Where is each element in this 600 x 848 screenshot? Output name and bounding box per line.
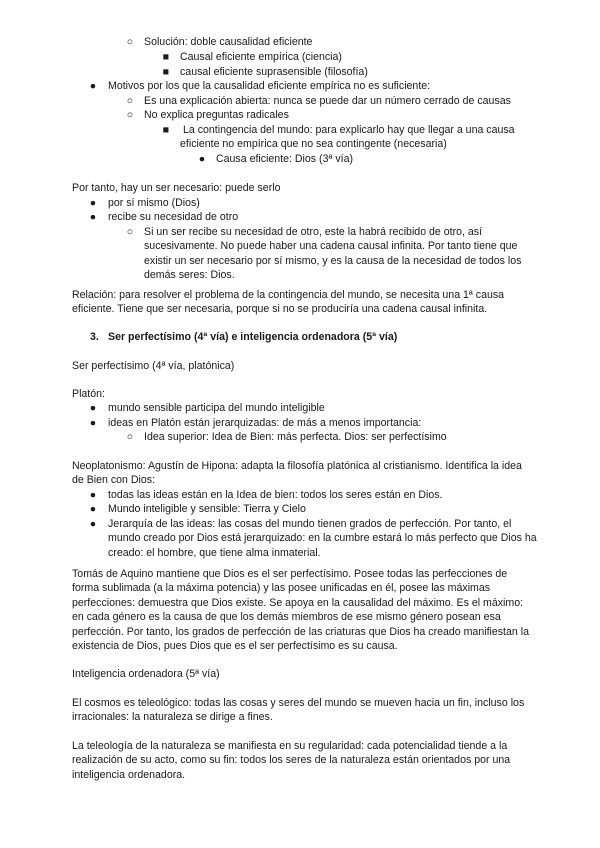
list-item-contingencia-line2: eficiente no empírica que no sea contingente (necesaria)	[180, 138, 447, 150]
paragraph-tomas-line4: en cada género es la causa de que los demás miembros de ese mismo género posean esa	[72, 611, 501, 623]
bullet-icon: ●	[89, 489, 97, 501]
subheading-inteligencia-ordenadora: Inteligencia ordenadora (5ª vía)	[72, 668, 220, 680]
square-bullet-icon: ■	[162, 66, 170, 78]
bullet-icon: ●	[89, 80, 97, 92]
list-item-contingencia-line1: La contingencia del mundo: para explicarlo hay que llegar a una causa	[183, 124, 515, 136]
hollow-bullet-icon: ○	[126, 431, 134, 443]
bullet-icon: ●	[89, 518, 97, 530]
list-item-mundo-sensible: mundo sensible participa del mundo inteligible	[108, 402, 325, 414]
list-item-motivos: Motivos por los que la causalidad eficiente empírica no es suficiente:	[108, 80, 431, 92]
square-bullet-icon: ■	[162, 124, 170, 136]
paragraph-neoplatonismo-line1: Neoplatonismo: Agustín de Hipona: adapta la filosofía platónica al cristianismo. Identifica la idea	[72, 460, 522, 472]
list-item-causa-eficiente-dios: Causa eficiente: Dios (3ª vía)	[216, 153, 353, 165]
list-item-causal-suprasensible: causal eficiente suprasensible (filosofía)	[180, 66, 368, 78]
paragraph-neoplatonismo-line2: de Bien con Dios:	[72, 474, 156, 486]
hollow-bullet-icon: ○	[126, 109, 134, 121]
square-bullet-icon: ■	[162, 51, 170, 63]
hollow-bullet-icon: ○	[126, 95, 134, 107]
list-item-jerarquia-line3: creado: el hombre, que tiene alma inmaterial.	[108, 547, 321, 559]
list-item-idea-superior: Idea superior: Idea de Bien: más perfecta. Dios: ser perfectísimo	[144, 431, 447, 443]
list-item-ideas-jerarquizadas: ideas en Platón están jerarquizadas: de más a menos importancia:	[108, 417, 422, 429]
paragraph-ser-necesario: Por tanto, hay un ser necesario: puede serlo	[72, 182, 281, 194]
platon-heading: Platón:	[72, 388, 105, 400]
paragraph-relacion-line1: Relación: para resolver el problema de la contingencia del mundo, se necesita una 1ª causa	[72, 289, 505, 301]
paragraph-cosmos-line2: irracionales: la naturaleza se dirige a fines.	[72, 711, 273, 723]
hollow-bullet-icon: ○	[126, 226, 134, 238]
paragraph-tomas-line1: Tomás de Aquino mantiene que Dios es el ser perfectísimo. Posee todas las perfecciones de	[72, 568, 508, 580]
list-item-no-explica: No explica preguntas radicales	[144, 109, 289, 121]
list-item-recibe: recibe su necesidad de otro	[108, 211, 239, 223]
list-item-cadena-line2: sucesivamente. No puede haber una cadena causal infinita. Por tanto tiene que	[144, 240, 518, 252]
hollow-bullet-icon: ○	[126, 36, 134, 48]
bullet-icon: ●	[89, 211, 97, 223]
list-item-ideas-en-bien: todas las ideas están en la Idea de bien: todos los seres están en Dios.	[108, 489, 443, 501]
paragraph-teleologia-line2: realización de su acto, como su fin: todos los seres de la naturaleza están orientados por una	[72, 754, 511, 766]
bullet-icon: ●	[198, 153, 206, 165]
paragraph-cosmos-line1: El cosmos es teleológico: todas las cosas y seres del mundo se mueven hacia un fin, incluso los	[72, 697, 525, 709]
subheading-ser-perfectisimo: Ser perfectísimo (4ª vía, platónica)	[72, 360, 235, 372]
list-item-por-si: por sí mismo (Dios)	[108, 197, 200, 209]
list-item-jerarquia-line2: mundo creado por Dios está jerarquizado: en la cumbre estará lo más perfecto que Dios ha	[108, 532, 537, 544]
paragraph-tomas-line5: perfección. Por tanto, los grados de perfección de las criaturas que Dios ha creado manifiestan la	[72, 626, 529, 638]
bullet-icon: ●	[89, 503, 97, 515]
section-number: 3.	[90, 331, 99, 343]
paragraph-tomas-line2: forma sublimada (a la máxima potencia) y las posee unificadas en él, posee las máximas	[72, 582, 491, 594]
list-item-cadena-line3: existir un ser necesario por sí mismo, y es la causa de la necesidad de todos los	[144, 255, 522, 267]
paragraph-teleologia-line3: inteligencia ordenadora.	[72, 769, 186, 781]
bullet-icon: ●	[89, 417, 97, 429]
paragraph-tomas-line6: existencia de Dios, pues Dios que es el ser perfectísimo es su causa.	[72, 640, 398, 652]
list-item-abierta: Es una explicación abierta: nunca se puede dar un número cerrado de causas	[144, 95, 511, 107]
section-heading: Ser perfectísimo (4ª vía) e inteligencia ordenadora (5ª vía)	[108, 331, 398, 343]
bullet-icon: ●	[89, 197, 97, 209]
list-item-solucion: Solución: doble causalidad eficiente	[144, 36, 313, 48]
paragraph-teleologia-line1: La teleología de la naturaleza se manifiesta en su regularidad: cada potencialidad tiende a la	[72, 740, 508, 752]
paragraph-tomas-line3: perfecciones: demuestra que Dios existe. Se apoya en la causalidad del máximo. Es el máximo:	[72, 597, 524, 609]
list-item-causal-empirica: Causal eficiente empírica (ciencia)	[180, 51, 342, 63]
list-item-cadena-line4: demás seres: Dios.	[144, 269, 235, 281]
bullet-icon: ●	[89, 402, 97, 414]
paragraph-relacion-line2: eficiente. Tiene que ser necesaria, porque si no se produciría una cadena causal infinita.	[72, 303, 488, 315]
list-item-cadena-line1: Si un ser recibe su necesidad de otro, este la habrá recibido de otro, así	[144, 226, 483, 238]
list-item-mundo-inteligible: Mundo inteligible y sensible: Tierra y Cielo	[108, 503, 306, 515]
list-item-jerarquia-line1: Jerarquía de las ideas: las cosas del mundo tienen grados de perfección. Por tanto, el	[108, 518, 512, 530]
